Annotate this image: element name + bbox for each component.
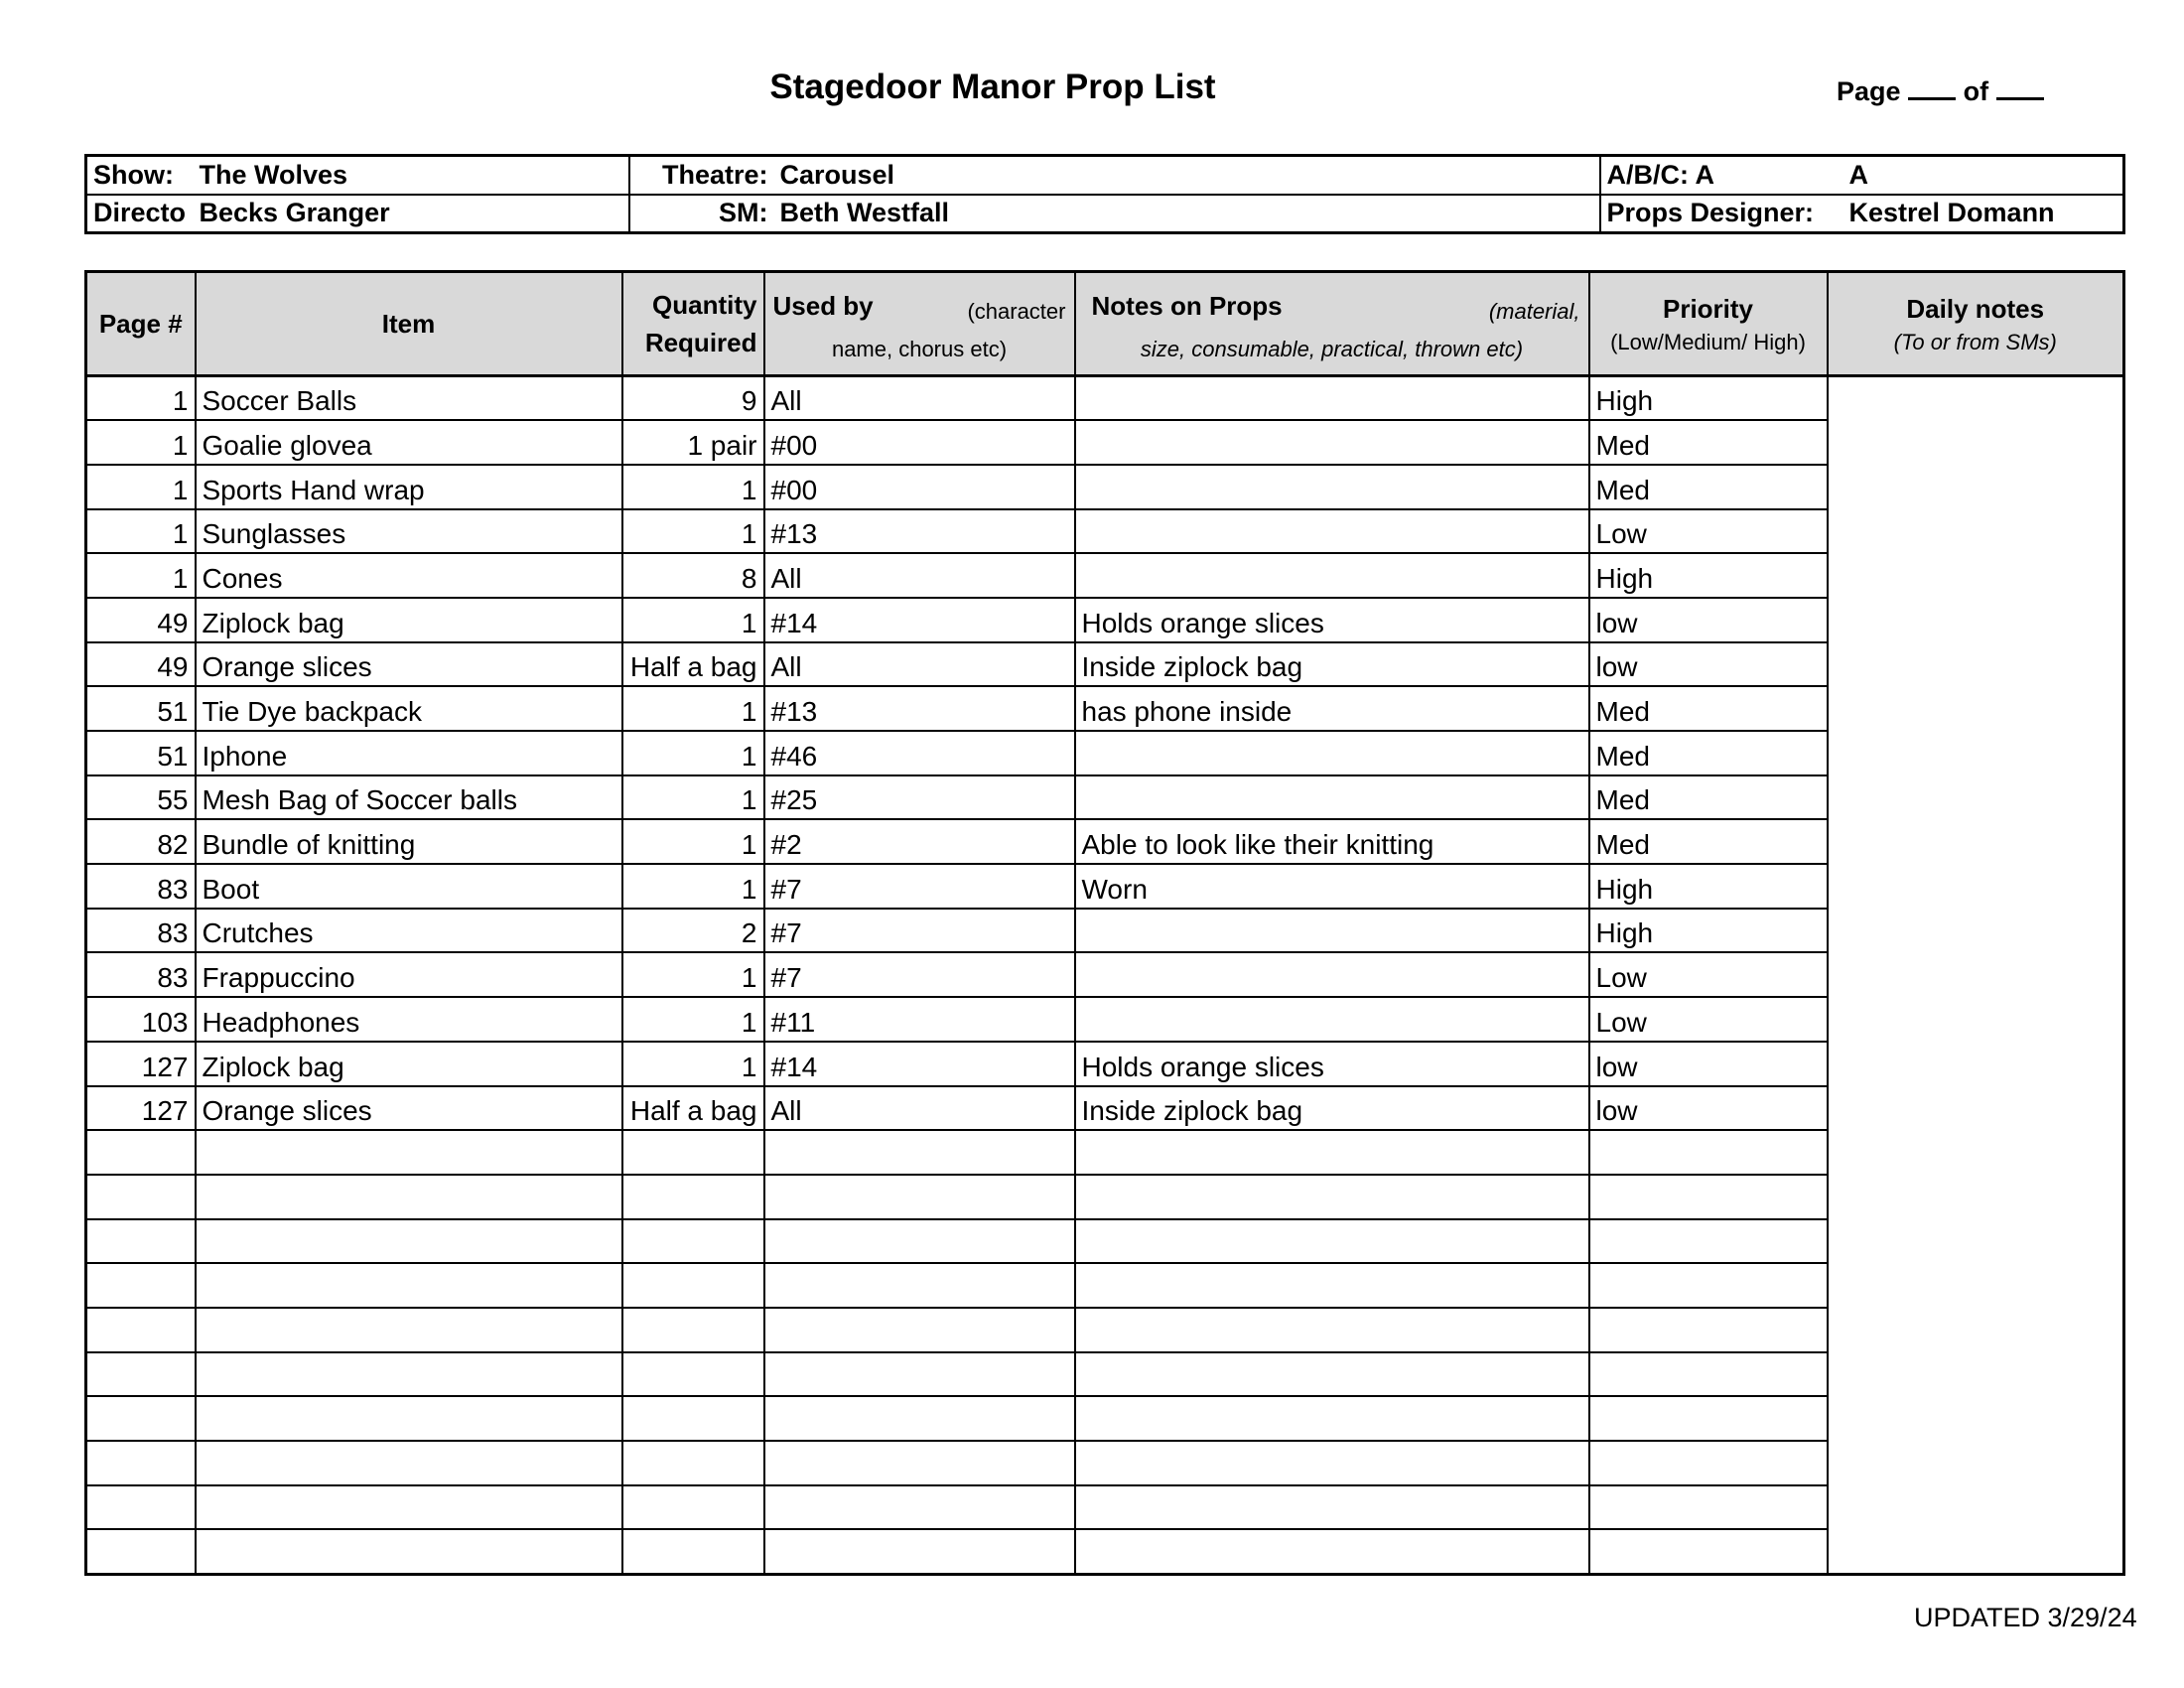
table-row-empty (86, 1175, 2124, 1219)
sm-label: SM: (629, 195, 774, 233)
table-row-empty (86, 1485, 2124, 1530)
cell-page[interactable]: 51 (86, 731, 196, 775)
cell-quantity[interactable] (622, 1352, 764, 1397)
cell-daily-notes[interactable] (1828, 1219, 2124, 1264)
table-row (86, 598, 2124, 642)
cell-item[interactable]: Sunglasses (196, 509, 622, 554)
cell-page[interactable] (86, 1308, 196, 1352)
cell-used-by[interactable]: #2 (764, 819, 1075, 864)
cell-item[interactable]: Sports Hand wrap (196, 465, 622, 509)
cell-item[interactable]: Iphone (196, 731, 622, 775)
cell-item[interactable] (196, 1175, 622, 1219)
cell-quantity[interactable]: 1 (622, 598, 764, 642)
cell-daily-notes[interactable] (1828, 1042, 2124, 1086)
table-row (86, 553, 2124, 598)
table-row-empty (86, 1263, 2124, 1308)
cell-item[interactable]: Orange slices (196, 642, 622, 687)
header-used-by (764, 272, 1075, 376)
table-row (86, 465, 2124, 509)
cell-quantity[interactable]: 1 (622, 819, 764, 864)
cell-daily-notes[interactable] (1828, 420, 2124, 465)
cell-daily-notes[interactable] (1828, 1352, 2124, 1397)
page-of-field (1837, 73, 2044, 107)
cell-used-by[interactable]: #13 (764, 509, 1075, 554)
cell-page[interactable]: 127 (86, 1086, 196, 1131)
cell-used-by[interactable]: #25 (764, 775, 1075, 820)
cell-used-by[interactable] (764, 1219, 1075, 1264)
table-row-empty (86, 1130, 2124, 1175)
cell-page[interactable] (86, 1130, 196, 1175)
cell-notes[interactable]: has phone inside (1075, 686, 1589, 731)
cell-used-by[interactable]: All (764, 642, 1075, 687)
of-label: of (1963, 76, 1989, 106)
table-row (86, 642, 2124, 687)
cell-quantity[interactable]: 8 (622, 553, 764, 598)
cell-item[interactable]: Ziplock bag (196, 598, 622, 642)
props-designer-value[interactable]: Kestrel Domann (1843, 195, 2124, 233)
cell-item[interactable] (196, 1441, 622, 1485)
table-row-empty (86, 1529, 2124, 1574)
theatre-label: Theatre: (629, 156, 774, 195)
props-designer-label: Props Designer: (1600, 195, 1843, 233)
header-notes-sub: size, consumable, practical, thrown etc) (1140, 337, 1524, 361)
cell-notes[interactable] (1075, 1441, 1589, 1485)
cell-item[interactable]: Cones (196, 553, 622, 598)
header-priority (1589, 272, 1828, 376)
cell-notes[interactable] (1075, 909, 1589, 953)
cell-priority[interactable]: Low (1589, 997, 1828, 1042)
cell-notes[interactable] (1075, 1529, 1589, 1574)
cell-daily-notes[interactable] (1828, 952, 2124, 997)
cell-page[interactable]: 51 (86, 686, 196, 731)
header-row (86, 272, 2124, 376)
cell-daily-notes[interactable] (1828, 819, 2124, 864)
cell-notes[interactable]: Inside ziplock bag (1075, 1086, 1589, 1131)
table-row (86, 420, 2124, 465)
cell-daily-notes[interactable] (1828, 731, 2124, 775)
cell-quantity[interactable]: 1 (622, 465, 764, 509)
table-row-empty (86, 1396, 2124, 1441)
cell-quantity[interactable]: 1 (622, 997, 764, 1042)
cell-quantity[interactable] (622, 1263, 764, 1308)
cell-daily-notes[interactable] (1828, 1086, 2124, 1131)
cell-item[interactable] (196, 1263, 622, 1308)
cell-used-by[interactable] (764, 1396, 1075, 1441)
cell-quantity[interactable]: Half a bag (622, 642, 764, 687)
header-item: Item (196, 272, 622, 376)
cell-used-by[interactable]: #13 (764, 686, 1075, 731)
cell-priority[interactable]: High (1589, 864, 1828, 909)
table-row (86, 819, 2124, 864)
info-row-show (86, 156, 2124, 195)
cell-item[interactable]: Frappuccino (196, 952, 622, 997)
cell-page[interactable]: 127 (86, 1042, 196, 1086)
cell-used-by[interactable]: #14 (764, 1042, 1075, 1086)
cell-priority[interactable]: Med (1589, 420, 1828, 465)
cell-priority[interactable] (1589, 1485, 1828, 1530)
cell-priority[interactable]: Med (1589, 775, 1828, 820)
cell-page[interactable]: 83 (86, 909, 196, 953)
cell-priority[interactable]: High (1589, 553, 1828, 598)
cell-notes[interactable] (1075, 376, 1589, 421)
cell-priority[interactable]: Med (1589, 819, 1828, 864)
cell-priority[interactable] (1589, 1219, 1828, 1264)
table-row (86, 997, 2124, 1042)
cell-daily-notes[interactable] (1828, 909, 2124, 953)
cell-quantity[interactable] (622, 1396, 764, 1441)
cell-used-by[interactable] (764, 1130, 1075, 1175)
cell-page[interactable] (86, 1352, 196, 1397)
cell-page[interactable]: 82 (86, 819, 196, 864)
cell-quantity[interactable] (622, 1130, 764, 1175)
table-row (86, 864, 2124, 909)
header-daily-notes (1828, 272, 2124, 376)
cell-used-by[interactable]: All (764, 553, 1075, 598)
sm-value[interactable]: Beth Westfall (774, 195, 1600, 233)
cell-quantity[interactable]: 2 (622, 909, 764, 953)
cell-used-by[interactable] (764, 1441, 1075, 1485)
prop-list-body (86, 376, 2124, 1575)
table-row (86, 686, 2124, 731)
cell-page[interactable]: 103 (86, 997, 196, 1042)
cell-daily-notes[interactable] (1828, 775, 2124, 820)
cell-page[interactable]: 1 (86, 465, 196, 509)
cell-priority[interactable] (1589, 1529, 1828, 1574)
cell-page[interactable] (86, 1441, 196, 1485)
table-row-empty (86, 1219, 2124, 1264)
cell-daily-notes[interactable] (1828, 864, 2124, 909)
cell-notes[interactable]: Holds orange slices (1075, 598, 1589, 642)
director-value[interactable]: Becks Granger (194, 195, 629, 233)
cell-quantity[interactable]: 1 (622, 864, 764, 909)
cell-notes[interactable] (1075, 553, 1589, 598)
cell-item[interactable]: Crutches (196, 909, 622, 953)
cell-page[interactable]: 1 (86, 553, 196, 598)
cell-quantity[interactable]: 1 (622, 775, 764, 820)
cell-priority[interactable]: low (1589, 1086, 1828, 1131)
cell-used-by[interactable]: All (764, 376, 1075, 421)
cell-page[interactable] (86, 1219, 196, 1264)
cell-notes[interactable] (1075, 952, 1589, 997)
table-row-empty (86, 1308, 2124, 1352)
cell-priority[interactable]: Low (1589, 509, 1828, 554)
info-row-director (86, 195, 2124, 233)
table-row (86, 1086, 2124, 1131)
cell-notes[interactable] (1075, 1396, 1589, 1441)
theatre-value[interactable]: Carousel (779, 159, 895, 190)
cell-daily-notes[interactable] (1828, 598, 2124, 642)
cell-used-by[interactable]: #7 (764, 952, 1075, 997)
cell-daily-notes[interactable] (1828, 553, 2124, 598)
cell-notes[interactable] (1075, 1263, 1589, 1308)
cell-quantity[interactable] (622, 1485, 764, 1530)
cell-daily-notes[interactable] (1828, 997, 2124, 1042)
table-row (86, 1042, 2124, 1086)
cell-item[interactable]: Mesh Bag of Soccer balls (196, 775, 622, 820)
table-row-empty (86, 1352, 2124, 1397)
cell-daily-notes[interactable] (1828, 465, 2124, 509)
cell-item[interactable] (196, 1308, 622, 1352)
prop-list-table (84, 270, 2125, 1576)
table-row (86, 909, 2124, 953)
cell-used-by[interactable] (764, 1485, 1075, 1530)
cell-used-by[interactable]: #46 (764, 731, 1075, 775)
header-daily-sub: (To or from SMs) (1893, 330, 2057, 354)
cell-item[interactable]: Goalie glovea (196, 420, 622, 465)
cell-quantity[interactable] (622, 1219, 764, 1264)
cell-priority[interactable]: High (1589, 909, 1828, 953)
cell-daily-notes[interactable] (1828, 1308, 2124, 1352)
cell-notes[interactable]: Holds orange slices (1075, 1042, 1589, 1086)
cell-priority[interactable]: low (1589, 1042, 1828, 1086)
cell-priority[interactable] (1589, 1130, 1828, 1175)
cell-used-by[interactable] (764, 1308, 1075, 1352)
cell-page[interactable] (86, 1396, 196, 1441)
header-used-by-sub: name, chorus etc) (831, 337, 1008, 361)
cell-quantity[interactable]: 1 (622, 1042, 764, 1086)
cell-priority[interactable]: Med (1589, 731, 1828, 775)
cell-item[interactable]: Boot (196, 864, 622, 909)
cell-quantity[interactable]: Half a bag (622, 1086, 764, 1131)
cell-quantity[interactable]: 1 (622, 509, 764, 554)
cell-daily-notes[interactable] (1828, 1130, 2124, 1175)
cell-page[interactable] (86, 1485, 196, 1530)
cell-notes[interactable] (1075, 1352, 1589, 1397)
header-used-by-main: Used by (772, 291, 874, 321)
table-row (86, 731, 2124, 775)
abc-label: A/B/C: A (1600, 156, 1843, 195)
cell-notes[interactable]: Able to look like their knitting (1075, 819, 1589, 864)
cell-quantity[interactable]: 1 pair (622, 420, 764, 465)
cell-page[interactable]: 55 (86, 775, 196, 820)
cell-item[interactable]: Soccer Balls (196, 376, 622, 421)
cell-used-by[interactable]: #7 (764, 909, 1075, 953)
cell-page[interactable]: 49 (86, 598, 196, 642)
table-row (86, 952, 2124, 997)
cell-daily-notes[interactable] (1828, 1441, 2124, 1485)
cell-notes[interactable] (1075, 1308, 1589, 1352)
cell-priority[interactable]: Low (1589, 952, 1828, 997)
cell-notes[interactable]: Inside ziplock bag (1075, 642, 1589, 687)
header-notes-aside: (material, (1488, 299, 1580, 324)
table-row (86, 376, 2124, 421)
cell-item[interactable]: Tie Dye backpack (196, 686, 622, 731)
cell-quantity[interactable] (622, 1308, 764, 1352)
header-notes-main: Notes on Props (1091, 291, 1283, 321)
cell-used-by[interactable] (764, 1175, 1075, 1219)
cell-used-by[interactable]: All (764, 1086, 1075, 1131)
cell-priority[interactable] (1589, 1441, 1828, 1485)
cell-daily-notes[interactable] (1828, 642, 2124, 687)
cell-quantity[interactable]: 1 (622, 686, 764, 731)
header-priority-sub: (Low/Medium/ High) (1610, 330, 1806, 354)
cell-priority[interactable]: low (1589, 642, 1828, 687)
cell-item[interactable] (196, 1529, 622, 1574)
page-title: Stagedoor Manor Prop List (769, 68, 1216, 106)
cell-notes[interactable] (1075, 997, 1589, 1042)
cell-notes[interactable] (1075, 1485, 1589, 1530)
cell-notes[interactable] (1075, 1130, 1589, 1175)
header-notes (1075, 272, 1589, 376)
cell-notes[interactable] (1075, 1219, 1589, 1264)
header-page: Page # (86, 272, 196, 376)
table-row-empty (86, 1441, 2124, 1485)
header-used-by-aside: (character (967, 299, 1066, 324)
header-quantity-line1: Quantity (652, 290, 757, 320)
cell-item[interactable]: Bundle of knitting (196, 819, 622, 864)
cell-used-by[interactable]: #00 (764, 420, 1075, 465)
cell-daily-notes[interactable] (1828, 1263, 2124, 1308)
cell-notes[interactable] (1075, 465, 1589, 509)
cell-priority[interactable] (1589, 1175, 1828, 1219)
cell-priority[interactable]: Med (1589, 686, 1828, 731)
show-value[interactable]: The Wolves (199, 159, 348, 190)
header-quantity (622, 272, 764, 376)
cell-daily-notes[interactable] (1828, 1529, 2124, 1574)
show-info-table (84, 154, 2125, 234)
director-label: Directo (86, 195, 194, 233)
cell-used-by[interactable] (764, 1352, 1075, 1397)
cell-item[interactable] (196, 1352, 622, 1397)
header-priority-main: Priority (1662, 294, 1754, 324)
cell-item[interactable] (196, 1219, 622, 1264)
cell-daily-notes[interactable] (1828, 1175, 2124, 1219)
cell-priority[interactable] (1589, 1263, 1828, 1308)
table-row (86, 509, 2124, 554)
cell-daily-notes[interactable] (1828, 1485, 2124, 1530)
cell-priority[interactable] (1589, 1308, 1828, 1352)
cell-priority[interactable] (1589, 1352, 1828, 1397)
page-label: Page (1837, 76, 1901, 106)
cell-quantity[interactable]: 1 (622, 952, 764, 997)
cell-notes[interactable] (1075, 420, 1589, 465)
header-quantity-line2: Required (644, 328, 757, 357)
cell-page[interactable]: 49 (86, 642, 196, 687)
cell-page[interactable]: 1 (86, 376, 196, 421)
cell-item[interactable]: Ziplock bag (196, 1042, 622, 1086)
cell-used-by[interactable]: #7 (764, 864, 1075, 909)
cell-daily-notes[interactable] (1828, 1396, 2124, 1441)
cell-priority[interactable]: High (1589, 376, 1828, 421)
cell-item[interactable] (196, 1130, 622, 1175)
cell-priority[interactable] (1589, 1396, 1828, 1441)
cell-notes[interactable] (1075, 775, 1589, 820)
cell-daily-notes[interactable] (1828, 376, 2124, 421)
cell-used-by[interactable] (764, 1529, 1075, 1574)
show-label: Show: (93, 159, 174, 190)
cell-quantity[interactable]: 9 (622, 376, 764, 421)
cell-daily-notes[interactable] (1828, 686, 2124, 731)
updated-date: UPDATED 3/29/24 (1914, 1603, 2137, 1632)
cell-used-by[interactable]: #11 (764, 997, 1075, 1042)
cell-page[interactable] (86, 1175, 196, 1219)
cell-page[interactable]: 83 (86, 864, 196, 909)
cell-item[interactable] (196, 1396, 622, 1441)
cell-page[interactable]: 1 (86, 420, 196, 465)
page-total-blank[interactable] (1996, 73, 2044, 100)
cell-quantity[interactable] (622, 1175, 764, 1219)
cell-used-by[interactable]: #00 (764, 465, 1075, 509)
cell-page[interactable] (86, 1529, 196, 1574)
cell-notes[interactable] (1075, 1175, 1589, 1219)
cell-item[interactable]: Orange slices (196, 1086, 622, 1131)
cell-priority[interactable]: low (1589, 598, 1828, 642)
header-daily-main: Daily notes (1906, 294, 2045, 324)
cell-notes[interactable]: Worn (1075, 864, 1589, 909)
cell-notes[interactable] (1075, 509, 1589, 554)
cell-quantity[interactable]: 1 (622, 731, 764, 775)
cell-priority[interactable]: Med (1589, 465, 1828, 509)
cell-page[interactable]: 83 (86, 952, 196, 997)
cell-page[interactable]: 1 (86, 509, 196, 554)
table-row (86, 775, 2124, 820)
abc-value[interactable]: A (1848, 159, 1868, 190)
cell-notes[interactable] (1075, 731, 1589, 775)
cell-used-by[interactable]: #14 (764, 598, 1075, 642)
cell-item[interactable]: Headphones (196, 997, 622, 1042)
cell-used-by[interactable] (764, 1263, 1075, 1308)
cell-page[interactable] (86, 1263, 196, 1308)
page-number-blank[interactable] (1908, 73, 1956, 100)
cell-quantity[interactable] (622, 1441, 764, 1485)
cell-daily-notes[interactable] (1828, 509, 2124, 554)
cell-item[interactable] (196, 1485, 622, 1530)
cell-quantity[interactable] (622, 1529, 764, 1574)
